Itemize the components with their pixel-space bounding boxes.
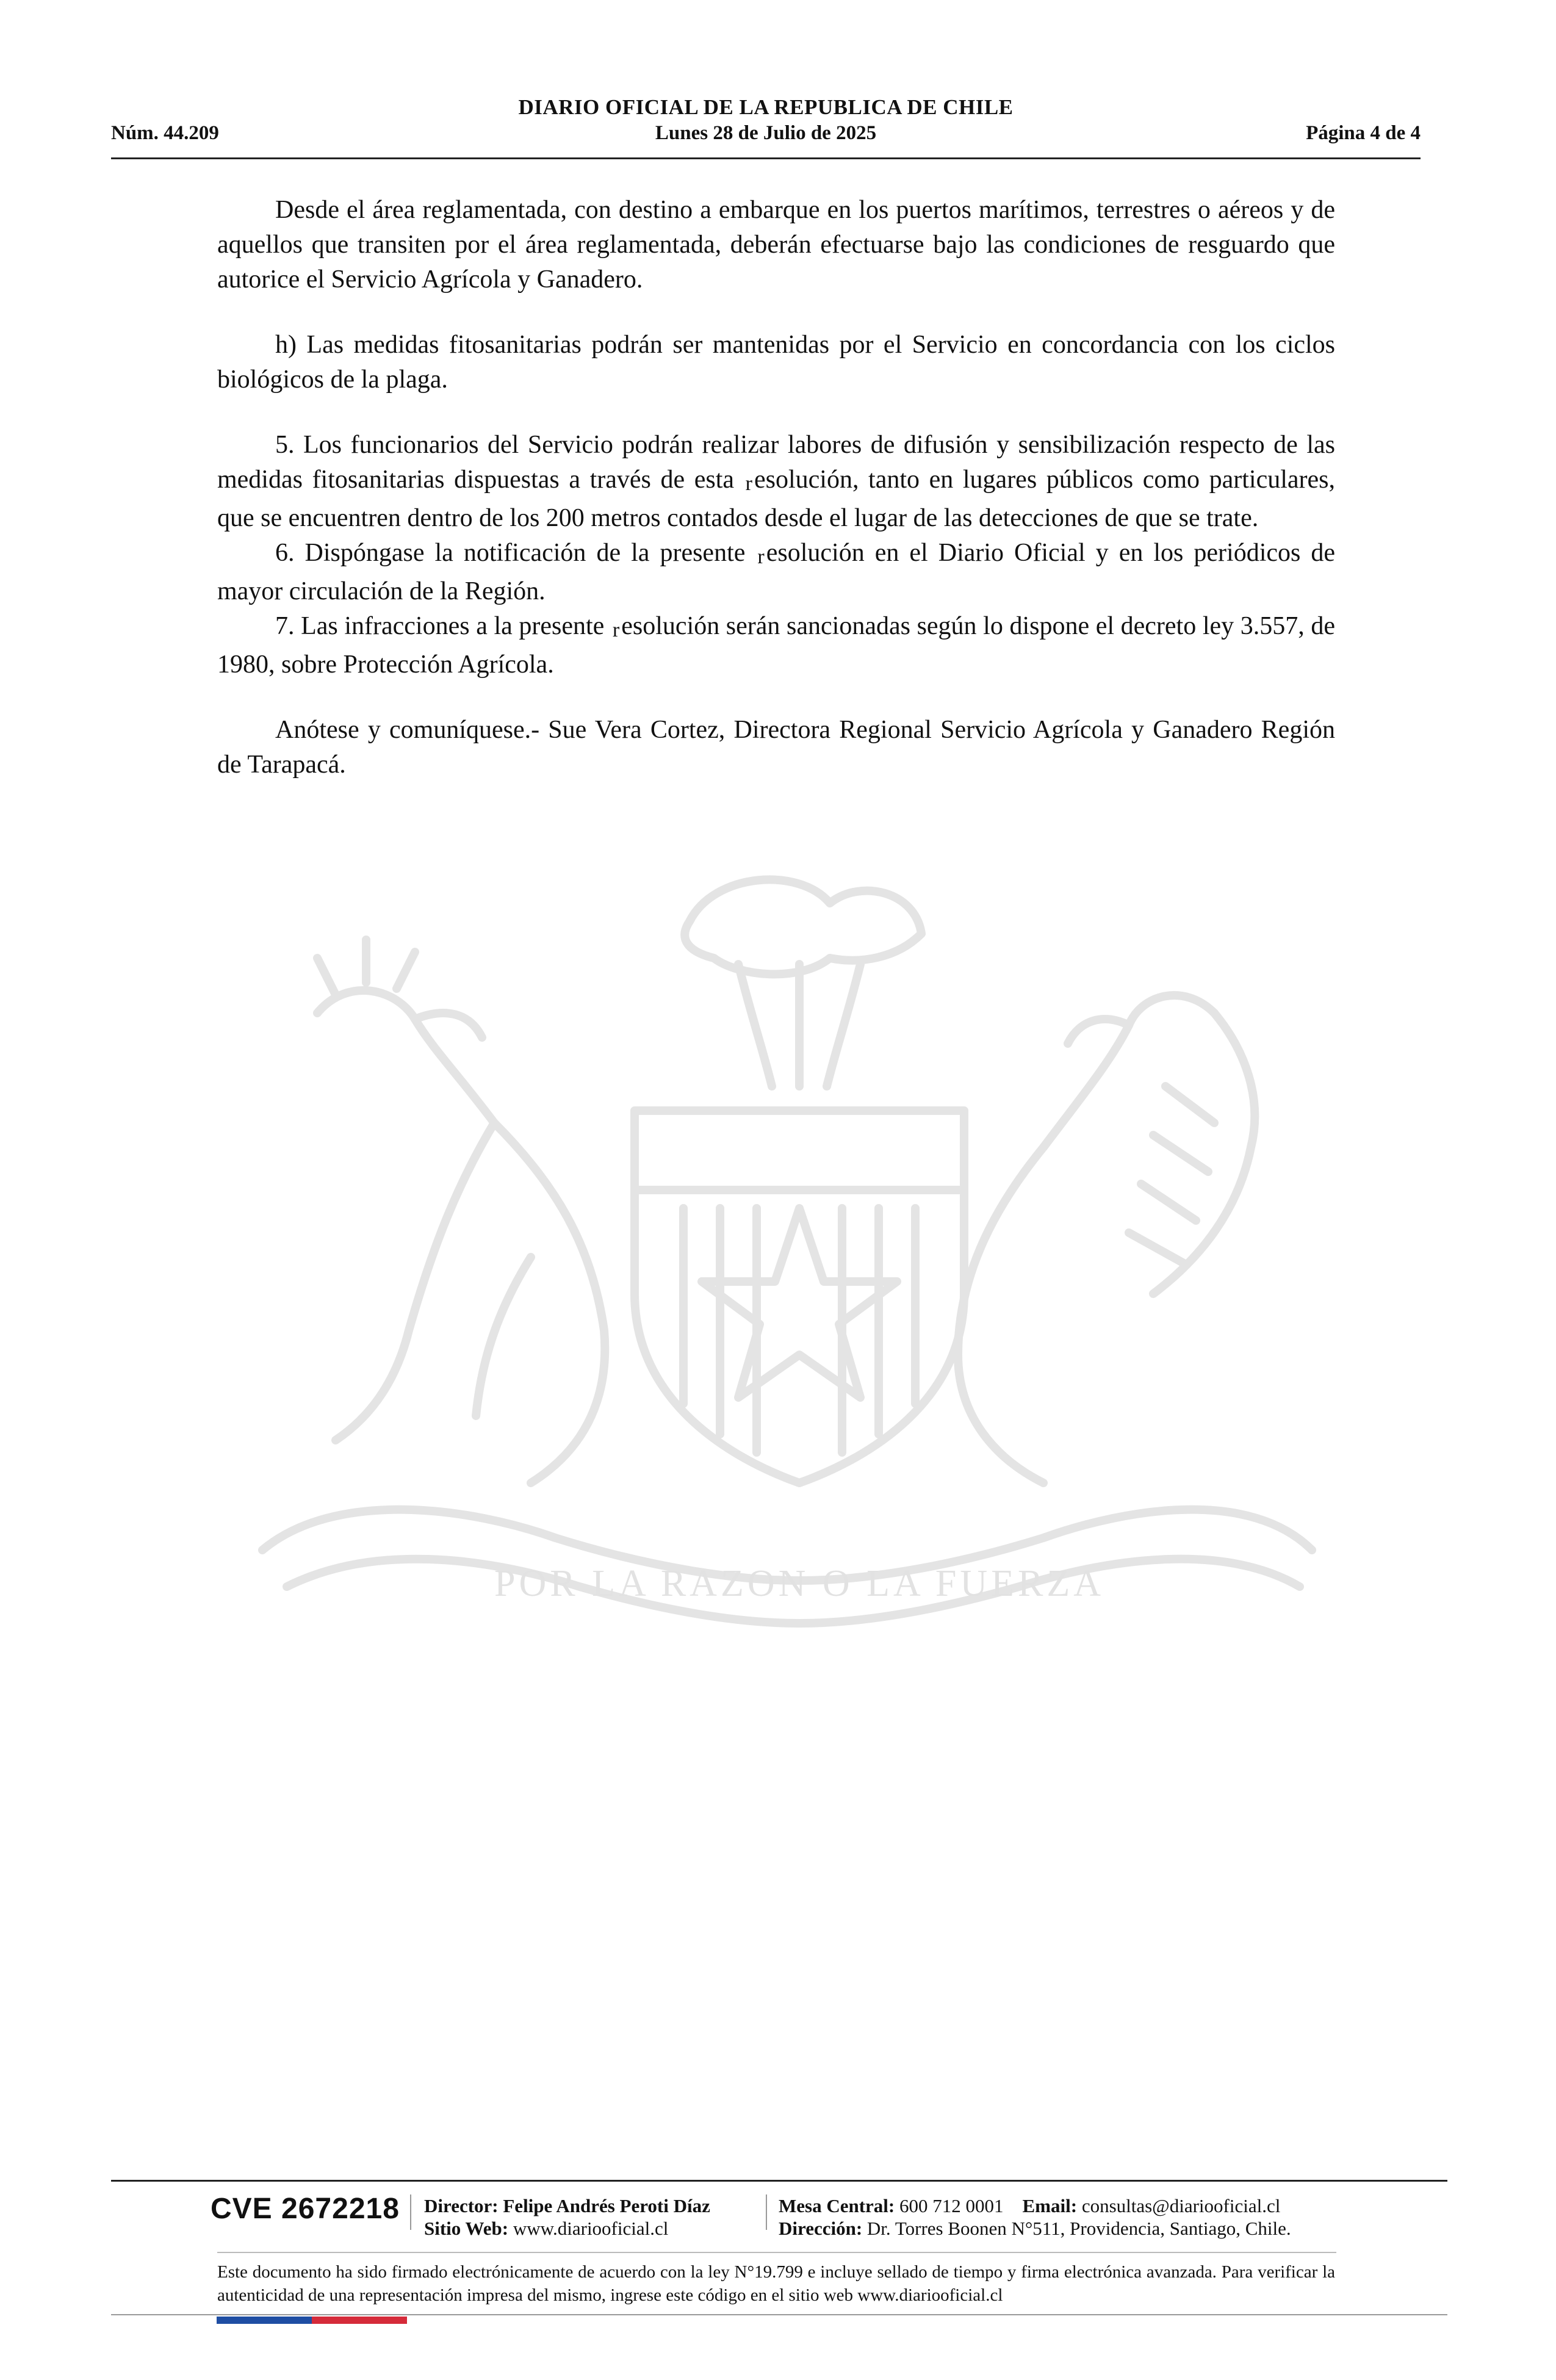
footer-contact-block [779, 2194, 1291, 2240]
paragraph-5 [217, 428, 1335, 536]
document-body [217, 193, 1335, 782]
r-glyph: r [757, 546, 765, 568]
chile-coat-of-arms-icon [214, 867, 1330, 1660]
mesa-label: Mesa Central: [779, 2195, 895, 2216]
footer-divider [766, 2194, 767, 2230]
web-url[interactable]: www.diariooficial.cl [513, 2218, 669, 2239]
director-label: Director: [424, 2195, 499, 2216]
paragraph-6-part-b: esolución en el Diario Oficial y en los periódicos de mayor circulación de la Región. [217, 539, 1336, 605]
paragraph-7 [217, 609, 1335, 682]
page-header [111, 93, 1421, 159]
page-number: Página 4 de 4 [1306, 122, 1421, 144]
cve-code: CVE 2672218 [211, 2193, 400, 2225]
paragraph-5-part-a: 5. Los funcionarios del Servicio podrán realizar labores de difusión y sensibilización respecto de las medidas fitosanitarias dispuestas a través de esta [217, 431, 1335, 494]
paragraph-7-part-a: 7. Las infracciones a la presente [275, 612, 605, 640]
email-address[interactable]: consultas@diariooficial.cl [1081, 2195, 1281, 2216]
closing-signature: Anótese y comuníquese.- Sue Vera Cortez, Directora Regional Servicio Agrícola y Ganadero Región de Tarapacá. [217, 716, 1335, 779]
paragraph-6 [217, 536, 1335, 609]
chile-flag-stripe [217, 2317, 407, 2324]
director-name: Felipe Andrés Peroti Díaz [503, 2195, 710, 2216]
issue-number: Núm. 44.209 [111, 122, 219, 144]
r-glyph: r [745, 472, 752, 495]
paragraph-embarque: Desde el área reglamentada, con destino a embarque en los puertos marítimos, terrestres o aéreos y de aquellos que transiten por el área reglamentada, deberán efectuarse bajo las condiciones de resguardo que autorice el Servicio Agrícola y Ganadero. [217, 196, 1335, 294]
paragraph-6-part-a: 6. Dispóngase la notificación de la presente [275, 539, 746, 567]
address-label: Dirección: [779, 2218, 863, 2239]
coat-motto: POR LA RAZON O LA FUERZA [494, 1563, 1105, 1604]
issue-date: Lunes 28 de Julio de 2025 [655, 122, 877, 144]
r-glyph: r [612, 619, 620, 641]
signature-note: Este documento ha sido firmado electrónicamente de acuerdo con la ley N°19.799 e incluye sellado de tiempo y firma electrónica avanzada. Para verificar la autenticidad de una representación impresa del mismo, ingrese este código en el sitio web www.diariooficial.cl [217, 2262, 1335, 2305]
footer-inner-rule [217, 2252, 1336, 2253]
paragraph-h: h) Las medidas fitosanitarias podrán ser mantenidas por el Servicio en concordancia con los ciclos biológicos de la plaga. [217, 331, 1335, 394]
gazette-title: DIARIO OFICIAL DE LA REPUBLICA DE CHILE [518, 95, 1014, 119]
paragraph-7-part-b: esolución serán sancionadas según lo dispone el decreto ley 3.557, de 1980, sobre Protección Agrícola. [217, 612, 1335, 679]
footer-divider [410, 2194, 411, 2230]
footer-bottom-rule [111, 2314, 1447, 2315]
flag-red-segment [312, 2317, 407, 2324]
footer-rule [111, 2180, 1447, 2182]
web-label: Sitio Web: [424, 2218, 509, 2239]
mesa-phone: 600 712 0001 [899, 2195, 1004, 2216]
flag-blue-segment [217, 2317, 312, 2324]
email-label: Email: [1022, 2195, 1078, 2216]
footer-director-block [424, 2194, 710, 2240]
paragraph-5-part-b: esolución, tanto en lugares públicos como particulares, que se encuentren dentro de los 200 metros contados desde el lugar de las detecciones de que se trate. [217, 466, 1336, 532]
address-text: Dr. Torres Boonen N°511, Providencia, Santiago, Chile. [866, 2218, 1291, 2239]
